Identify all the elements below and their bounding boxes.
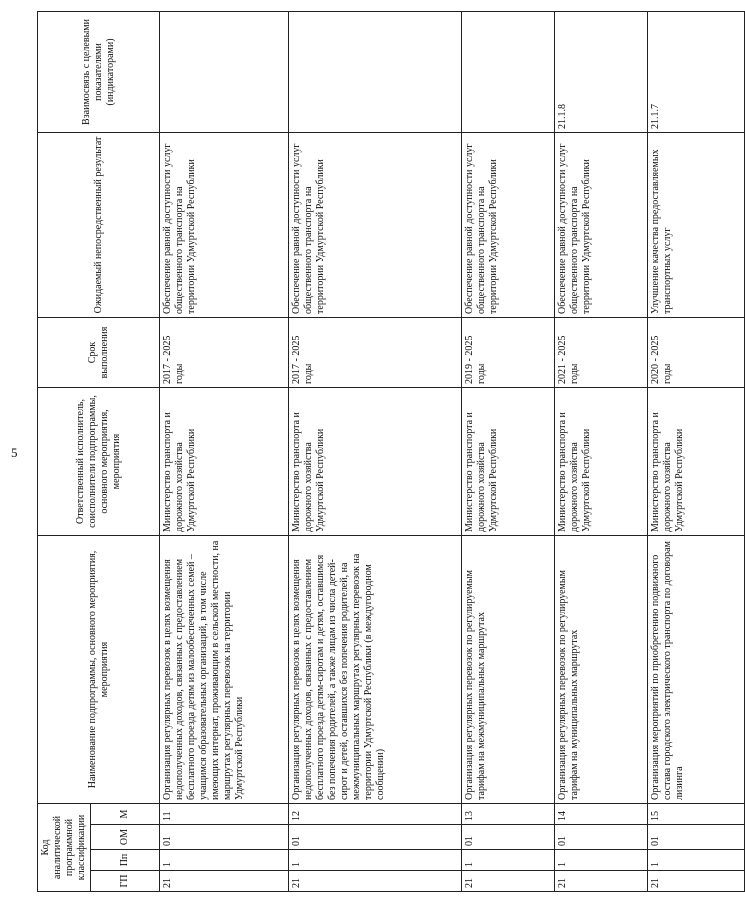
cell-link <box>289 11 462 132</box>
cell-om: 01 <box>160 825 289 850</box>
cell-result: Улучшение качества предоставляемых транспортных услуг <box>648 132 745 317</box>
cell-name: Организация мероприятий по приобретению подвижного состава городского электрического транспорта по договорам лизинга <box>648 535 745 803</box>
cell-responsible: Министерство транспорта и дорожного хозяйства Удмуртской Республики <box>289 387 462 535</box>
cell-term: 2017 - 2025 годы <box>160 317 289 387</box>
table-row <box>289 11 462 891</box>
header-name: Наименование подпрограммы, основного мероприятия, мероприятия <box>38 535 160 803</box>
program-activities-table <box>37 11 745 892</box>
header-gp: ГП <box>91 871 160 892</box>
cell-om: 01 <box>648 825 745 850</box>
table-row <box>462 11 555 891</box>
cell-result: Обеспечение равной доступности услуг общественного транспорта на территории Удмуртской Республики <box>555 132 648 317</box>
cell-link <box>160 11 289 132</box>
cell-gp: 21 <box>160 871 289 892</box>
cell-pp: 1 <box>648 850 745 871</box>
cell-m: 14 <box>555 803 648 824</box>
cell-term: 2020 - 2025 годы <box>648 317 745 387</box>
cell-m: 15 <box>648 803 745 824</box>
header-responsible: Ответственный исполнитель, соисполнители подпрограммы, основного мероприятия, мероприятия <box>38 387 160 535</box>
cell-name: Организация регулярных перевозок в целях возмещения недополученных доходов, связанных с предоставлением бесплатного проезда детям из малообеспеченных семей – учащимся образовательных организаций, в том числе имеющих интернат, проживающим в сельской местности, на маршрутах регулярных перевозок на территории Удмуртской Республики <box>160 535 289 803</box>
header-result: Ожидаемый непосредственный результат <box>38 132 160 317</box>
page-number: 5 <box>11 445 18 460</box>
cell-responsible: Министерство транспорта и дорожного хозяйства Удмуртской Республики <box>462 387 555 535</box>
cell-m: 11 <box>160 803 289 824</box>
cell-pp: 1 <box>555 850 648 871</box>
cell-m: 12 <box>289 803 462 824</box>
cell-pp: 1 <box>160 850 289 871</box>
table-row <box>648 11 745 891</box>
cell-m: 13 <box>462 803 555 824</box>
cell-pp: 1 <box>462 850 555 871</box>
cell-result: Обеспечение равной доступности услуг общественного транспорта на территории Удмуртской Республики <box>462 132 555 317</box>
cell-om: 01 <box>555 825 648 850</box>
header-om: ОМ <box>91 825 160 850</box>
cell-responsible: Министерство транспорта и дорожного хозяйства Удмуртской Республики <box>555 387 648 535</box>
cell-responsible: Министерство транспорта и дорожного хозяйства Удмуртской Республики <box>648 387 745 535</box>
cell-result: Обеспечение равной доступности услуг общественного транспорта на территории Удмуртской Республики <box>160 132 289 317</box>
cell-name: Организация регулярных перевозок по регулируемым тарифам на муниципальных маршрутах <box>555 535 648 803</box>
cell-om: 01 <box>289 825 462 850</box>
cell-gp: 21 <box>648 871 745 892</box>
cell-gp: 21 <box>462 871 555 892</box>
table-row <box>555 11 648 891</box>
header-code-group: Код аналитической программной классификации <box>38 803 91 891</box>
cell-link <box>462 11 555 132</box>
table-row <box>160 11 289 891</box>
cell-term: 2017 - 2025 годы <box>289 317 462 387</box>
cell-gp: 21 <box>555 871 648 892</box>
cell-name: Организация регулярных перевозок по регулируемым тарифам на межмуниципальных маршрутах <box>462 535 555 803</box>
cell-responsible: Министерство транспорта и дорожного хозяйства Удмуртской Республики <box>160 387 289 535</box>
cell-term: 2019 - 2025 годы <box>462 317 555 387</box>
cell-pp: 1 <box>289 850 462 871</box>
cell-om: 01 <box>462 825 555 850</box>
header-m: М <box>91 803 160 824</box>
cell-name: Организация регулярных перевозок в целях возмещения недополученных доходов, связанных с предоставлением бесплатного проезда детям-сиротам и детям, оставшимся без попечения родителей, а также лицам из числа детей-сирот и детей, оставшихся без попечения родителей, на межмуниципальных маршрутах регулярных перевозок на территории Удмуртской Республики (в междугородном сообщении) <box>289 535 462 803</box>
cell-gp: 21 <box>289 871 462 892</box>
header-link: Взаимосвязь с целевыми показателями (индикаторами) <box>38 11 160 132</box>
cell-link: 21.1.7 <box>648 11 745 132</box>
header-pp: Пп <box>91 850 160 871</box>
cell-result: Обеспечение равной доступности услуг общественного транспорта на территории Удмуртской Республики <box>289 132 462 317</box>
header-term: Срок выполнения <box>38 317 160 387</box>
header-row-top <box>38 11 91 891</box>
cell-link: 21.1.8 <box>555 11 648 132</box>
cell-term: 2021 - 2025 годы <box>555 317 648 387</box>
